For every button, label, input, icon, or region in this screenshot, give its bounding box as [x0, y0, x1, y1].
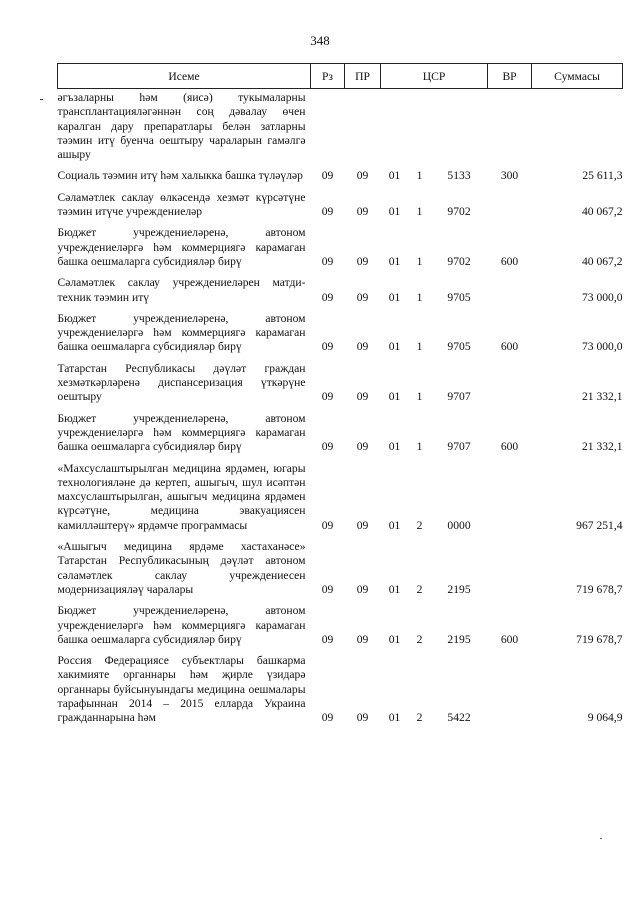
row-rz — [311, 89, 345, 163]
row-name: «Ашыгыч медицина ярдәме хастаханәсе» Татарстан Республикасының дәүләт автоном сәламәтлек саклау учреждениесен модернизацияләү чаралары — [57, 540, 306, 596]
row-vr: 600 — [500, 632, 519, 646]
row-vr — [488, 89, 532, 163]
row-pr: 09 — [356, 582, 369, 596]
row-csr-1: 01 — [388, 205, 401, 219]
row-csr-1: 01 — [388, 390, 401, 404]
row-sum: 73 000,0 — [581, 340, 623, 354]
row-csr-2: 1 — [416, 254, 423, 268]
header-name: Исеме — [58, 64, 311, 89]
row-sum: 719 678,7 — [576, 582, 623, 596]
row-rz: 09 — [321, 340, 334, 354]
row-csr-3: 2195 — [447, 632, 471, 646]
row-pr: 09 — [356, 390, 369, 404]
row-csr-1: 01 — [388, 711, 401, 725]
row-csr-1 — [381, 89, 409, 163]
table-row — [58, 219, 623, 269]
row-name: «Махсуслаштырылган медицина ярдәмен, югары технологияләне дә кертеп, ашыгыч, шул исәптән махсуслаштырылган, ашыгыч медицина ярдәмен күрсәтүне, медицина эвакуациясен камилләштерү» ярдәмче программасы — [57, 461, 306, 532]
row-rz: 09 — [321, 169, 334, 183]
row-pr: 09 — [356, 632, 369, 646]
row-name: Бюджет учреждениеләренә, автоном учреждениеләргә һәм коммерциягә карамаган башка оешмаларга субсидияләр бирү — [57, 226, 306, 268]
row-vr — [488, 647, 532, 725]
row-csr-1: 01 — [388, 290, 401, 304]
row-name: әгъзаларны һәм (яисә) тукымаларны трансплантацияләгәннән соң дәвалау өчен каралган дару препаратлары белән затларны тәэмин итү буенча оештыру чараларын гамәлгә ашыру — [57, 91, 306, 162]
row-rz: 09 — [321, 518, 334, 532]
table-row — [58, 405, 623, 455]
row-vr — [488, 455, 532, 533]
header-rz: Рз — [311, 64, 345, 89]
table-row — [58, 597, 623, 647]
row-name: Социаль тәэмин итү һәм халыкка башка түләүләр — [57, 169, 303, 183]
row-pr: 09 — [356, 711, 369, 725]
row-csr-2: 1 — [416, 290, 423, 304]
row-csr-2: 1 — [416, 390, 423, 404]
row-sum: 40 067,2 — [581, 205, 623, 219]
row-rz: 09 — [321, 440, 334, 454]
row-csr-3: 9705 — [447, 290, 471, 304]
row-sum: 21 332,1 — [581, 390, 623, 404]
row-csr-3: 5422 — [447, 711, 471, 725]
row-sum: 25 611,3 — [582, 169, 623, 183]
row-name: Татарстан Республикасы дәүләт граждан хезмәткәрләренә диспансеризация үткәрүне оештыру — [57, 361, 306, 404]
row-sum: 21 332,1 — [581, 440, 623, 454]
row-sum: 719 678,7 — [576, 632, 623, 646]
table-row — [58, 533, 623, 597]
row-csr-2: 2 — [416, 518, 423, 532]
page-number: 348 — [310, 33, 330, 48]
row-vr: 600 — [500, 340, 519, 354]
row-csr-3 — [431, 89, 488, 163]
row-name: Россия Федерациясе субъектлары башкарма хакимияте органнары һәм җирле үзидарә органнары буйсынуындагы медицина оешмалары тарафыннан 2014 – 2015 елларда Украина гражданнарына һәм — [57, 654, 306, 725]
row-rz: 09 — [321, 290, 334, 304]
row-rz: 09 — [321, 582, 334, 596]
row-csr-3: 9707 — [447, 440, 471, 454]
row-vr — [488, 269, 532, 305]
row-pr: 09 — [356, 440, 369, 454]
margin-mark — [600, 838, 602, 839]
row-pr: 09 — [356, 290, 369, 304]
row-pr: 09 — [356, 169, 369, 183]
row-pr: 09 — [356, 205, 369, 219]
row-vr — [488, 184, 532, 220]
row-sum: 967 251,4 — [576, 518, 623, 532]
row-csr-2: 1 — [416, 169, 423, 183]
row-csr-1: 01 — [388, 440, 401, 454]
table-row — [58, 184, 623, 220]
row-rz: 09 — [321, 711, 334, 725]
table-row — [58, 355, 623, 405]
row-pr: 09 — [356, 340, 369, 354]
row-vr: 300 — [500, 169, 519, 183]
row-csr-1: 01 — [388, 518, 401, 532]
row-rz: 09 — [321, 390, 334, 404]
header-csr: ЦСР — [381, 64, 488, 89]
row-pr — [345, 89, 381, 163]
header-sum: Суммасы — [532, 64, 623, 89]
table-body — [58, 89, 623, 726]
row-pr: 09 — [356, 518, 369, 532]
row-csr-2: 1 — [416, 440, 423, 454]
row-name: Сәламәтлек саклау учреждениеләрен матди-техник тәэмин итү — [57, 276, 306, 304]
row-csr-1: 01 — [388, 632, 401, 646]
table-header — [58, 64, 623, 89]
row-sum: 73 000,0 — [581, 290, 623, 304]
margin-mark — [40, 99, 43, 100]
row-vr — [488, 355, 532, 405]
table-row — [58, 162, 623, 183]
row-csr-3: 5133 — [447, 169, 471, 183]
header-pr: ПР — [345, 64, 381, 89]
row-csr-3: 9705 — [447, 340, 471, 354]
row-sum: 9 064,9 — [587, 711, 623, 725]
header-vr: ВР — [488, 64, 532, 89]
row-name: Бюджет учреждениеләренә, автоном учреждениеләргә һәм коммерциягә карамаган башка оешмаларга субсидияләр бирү — [57, 604, 306, 646]
row-sum: 40 067,2 — [581, 254, 623, 268]
row-csr-2: 1 — [416, 205, 423, 219]
row-csr-2 — [409, 89, 431, 163]
row-vr — [488, 533, 532, 597]
row-rz: 09 — [321, 205, 334, 219]
row-csr-2: 2 — [416, 711, 423, 725]
table-row — [58, 647, 623, 725]
row-csr-1: 01 — [388, 254, 401, 268]
row-rz: 09 — [321, 254, 334, 268]
row-name: Сәламәтлек саклау өлкәсендә хезмәт күрсәтүне тәэмин итүче учреждениеләр — [57, 190, 306, 219]
row-csr-1: 01 — [388, 340, 401, 354]
row-pr: 09 — [356, 254, 369, 268]
row-csr-3: 9702 — [447, 254, 471, 268]
table-row — [58, 305, 623, 355]
row-csr-1: 01 — [388, 582, 401, 596]
row-csr-3: 2195 — [447, 582, 471, 596]
row-sum — [532, 89, 623, 163]
row-name: Бюджет учреждениеләренә, автоном учреждениеләргә һәм коммерциягә карамаган башка оешмаларга субсидияләр бирү — [57, 411, 306, 454]
row-csr-2: 1 — [416, 340, 423, 354]
row-vr: 600 — [500, 440, 519, 454]
row-name: Бюджет учреждениеләренә, автоном учреждениеләргә һәм коммерциягә карамаган башка оешмаларга субсидияләр бирү — [57, 311, 306, 354]
budget-table — [57, 63, 623, 726]
row-csr-2: 2 — [416, 632, 423, 646]
row-vr: 600 — [500, 254, 519, 268]
table-row — [58, 455, 623, 533]
row-csr-1: 01 — [388, 169, 401, 183]
table-row — [58, 89, 623, 163]
table-row — [58, 269, 623, 305]
row-csr-3: 9707 — [447, 390, 471, 404]
row-csr-3: 9702 — [447, 205, 471, 219]
row-rz: 09 — [321, 632, 334, 646]
row-csr-3: 0000 — [447, 518, 471, 532]
row-csr-2: 2 — [416, 582, 423, 596]
